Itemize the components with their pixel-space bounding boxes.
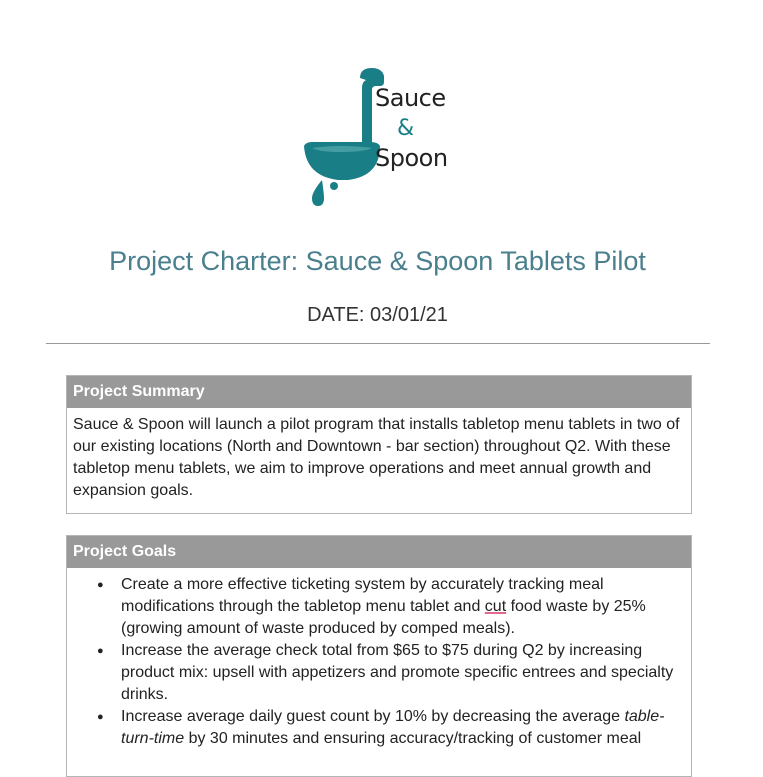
logo-text-spoon: Spoon [375,144,448,172]
goal-text: food waste by 25% (growing amount of waste produced by comped meals). [121,598,646,637]
list-item[interactable] [121,706,685,750]
goals-list [73,574,685,750]
project-goals-body[interactable] [67,568,691,760]
logo-text-sauce: Sauce [375,84,446,112]
goal-emphasis: table-turn-time [121,708,665,747]
project-summary-text[interactable]: Sauce & Spoon will launch a pilot program that installs tabletop menu tablets in two of our existing locations (North and Downtown - bar section) throughout Q2. With these tabletop menu tablets, we aim to improve operations and meet annual growth and expansion goals. [73,416,680,499]
spellcheck-flagged-word[interactable]: cut [484,598,507,615]
goal-text: by 30 minutes and ensuring accuracy/tracking of customer meal [184,730,642,747]
goal-text: Increase average daily guest count by 10% by decreasing the average [121,708,625,725]
project-summary-table [66,375,692,514]
document-title: Project Charter: Sauce & Spoon Tablets Pilot [109,246,646,276]
logo-text-ampersand: & [397,116,414,141]
goal-text: Increase the average check total from $65 to $75 during Q2 by increasing product mix: upsell with appetizers and promote specific entrees and specialty drinks. [121,642,674,703]
project-goals-heading: Project Goals [67,536,691,568]
horizontal-divider [46,343,710,344]
document-date: DATE: 03/01/21 [307,304,448,326]
list-item[interactable] [121,640,685,706]
company-logo [300,64,450,210]
goal-text: Create a more effective ticketing system by accurately tracking meal modifications through the tabletop menu tablet and [121,576,604,615]
project-summary-heading: Project Summary [67,376,691,408]
project-goals-table [66,535,692,777]
list-item[interactable] [121,574,685,640]
